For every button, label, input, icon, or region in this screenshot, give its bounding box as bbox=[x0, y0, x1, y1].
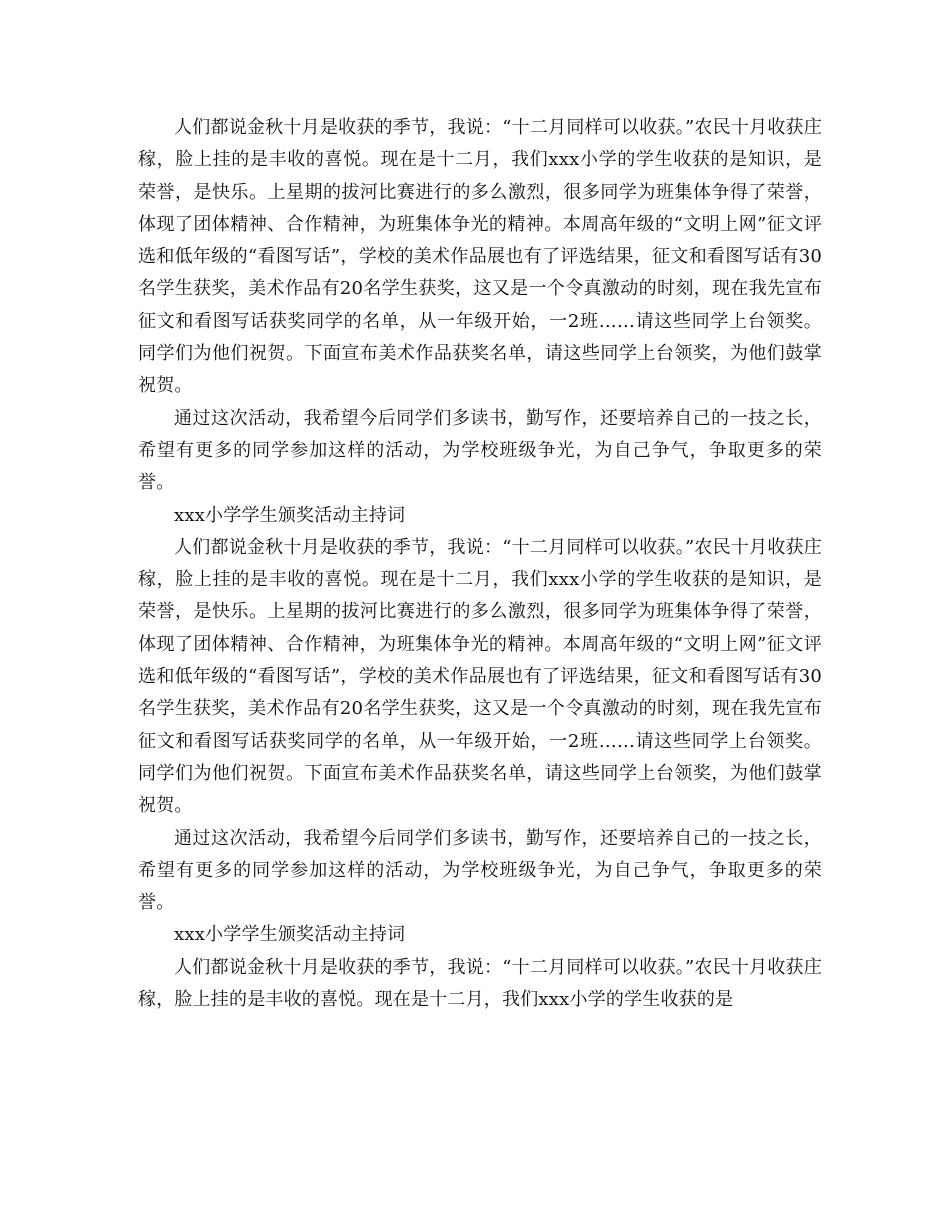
body-paragraph: 人们都说金秋十月是收获的季节，我说：“十二月同样可以收获。”农民十月收获庄稼，脸上挂的是丰收的喜悦。现在是十二月，我们xxx小学的学生收获的是知识，是荣誉，是快乐。上星期的拔河比赛进行的多么激烈，很多同学为班集体争得了荣誉，体现了团体精神、合作精神，为班集体争光的精神。本周高年级的“文明上网”征文评选和低年级的“看图写话”，学校的美术作品展也有了评选结果，征文和看图写话有30名学生获奖，美术作品有20名学生获奖，这又是一个令真激动的时刻，现在我先宣布征文和看图写话获奖同学的名单，从一年级开始，一2班……请这些同学上台领奖。同学们为他们祝贺。下面宣布美术作品获奖名单，请这些同学上台领奖，为他们鼓掌祝贺。 bbox=[138, 117, 822, 397]
section-heading: xxx小学学生颁奖活动主持词 bbox=[174, 504, 406, 526]
body-paragraph: 人们都说金秋十月是收获的季节，我说：“十二月同样可以收获。”农民十月收获庄稼，脸上挂的是丰收的喜悦。现在是十二月，我们xxx小学的学生收获的是 bbox=[138, 956, 822, 1011]
section-heading: xxx小学学生颁奖活动主持词 bbox=[174, 924, 406, 946]
body-paragraph: 人们都说金秋十月是收获的季节，我说：“十二月同样可以收获。”农民十月收获庄稼，脸上挂的是丰收的喜悦。现在是十二月，我们xxx小学的学生收获的是知识，是荣誉，是快乐。上星期的拔河比赛进行的多么激烈，很多同学为班集体争得了荣誉，体现了团体精神、合作精神，为班集体争光的精神。本周高年级的“文明上网”征文评选和低年级的“看图写话”，学校的美术作品展也有了评选结果，征文和看图写话有30名学生获奖，美术作品有20名学生获奖，这又是一个令真激动的时刻，现在我先宣布征文和看图写话获奖同学的名单，从一年级开始，一2班……请这些同学上台领奖。同学们为他们祝贺。下面宣布美术作品获奖名单，请这些同学上台领奖，为他们鼓掌祝贺。 bbox=[138, 536, 822, 817]
body-paragraph: 通过这次活动，我希望今后同学们多读书，勤写作，还要培养自己的一技之长，希望有更多的同学参加这样的活动，为学校班级争光，为自己争气，争取更多的荣誉。 bbox=[138, 827, 822, 914]
body-paragraph: 通过这次活动，我希望今后同学们多读书，勤写作，还要培养自己的一技之长，希望有更多的同学参加这样的活动，为学校班级争光，为自己争气，争取更多的荣誉。 bbox=[138, 407, 822, 494]
document-page bbox=[138, 112, 822, 1016]
